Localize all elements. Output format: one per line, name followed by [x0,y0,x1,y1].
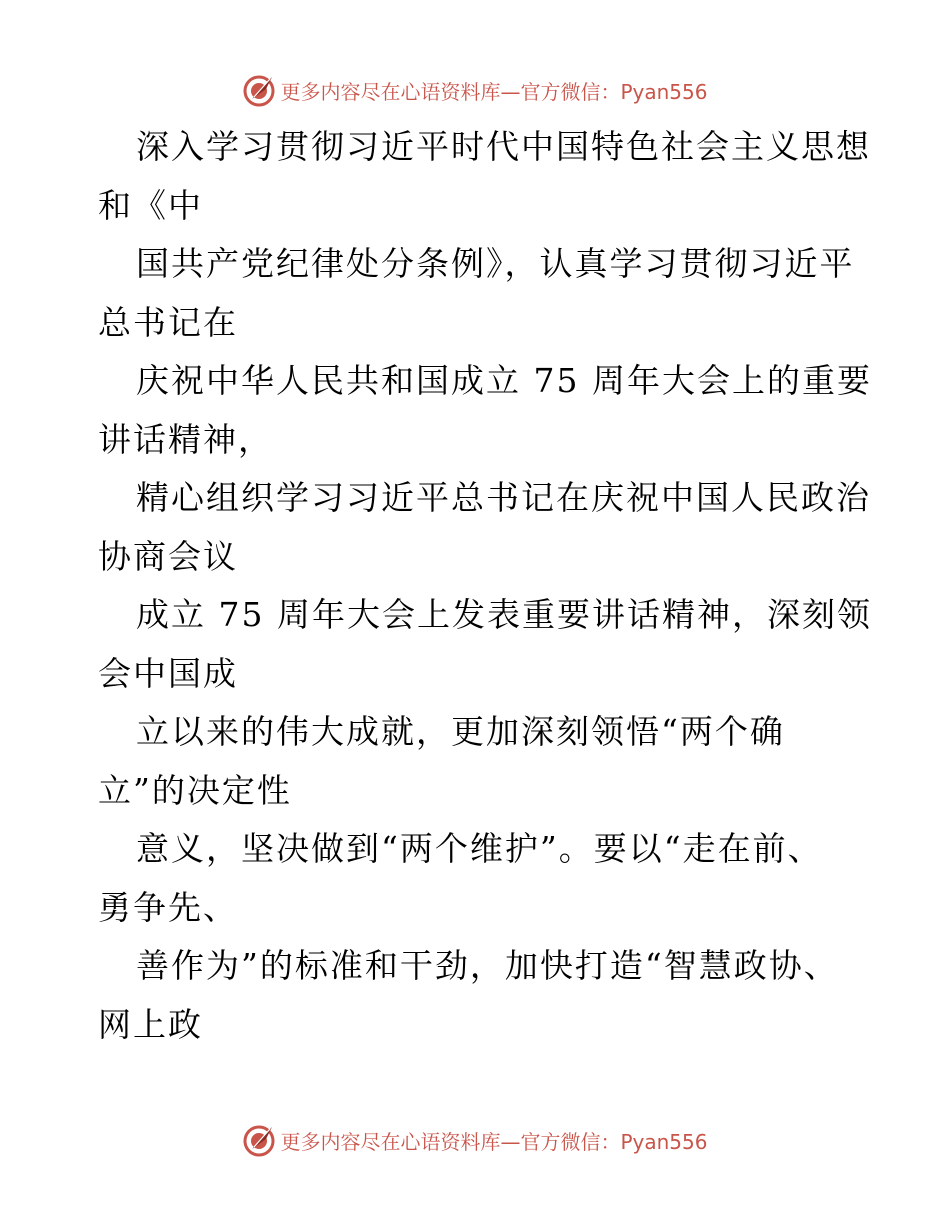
body-line: 庆祝中华人民共和国成立 75 周年大会上的重要 [136,361,872,400]
quill-logo-icon [242,73,276,107]
body-line: 深入学习贯彻习近平时代中国特色社会主义思想 [136,127,871,166]
header-banner [0,70,950,110]
body-line: 立以来的伟大成就，更加深刻领悟“两个确 [136,712,785,751]
quill-logo-icon [242,1123,276,1157]
footer-banner-text: 更多内容尽在心语资料库—官方微信：Pyan556 [280,1129,708,1154]
body-line: 成立 75 周年大会上发表重要讲话精神，深刻领 [136,595,872,634]
body-line: 讲话精神， [98,419,273,459]
footer-banner [0,1120,950,1160]
body-line: 善作为”的标准和干劲，加快打造“智慧政协、 [136,946,839,985]
body-line: 意义，坚决做到“两个维护”。要以“走在前、 [136,829,823,868]
body-line: 会中国成 [98,653,238,693]
document-body [98,118,872,1054]
header-banner-text: 更多内容尽在心语资料库—官方微信：Pyan556 [280,79,708,104]
body-line: 立”的决定性 [98,770,292,810]
body-line: 精心组织学习习近平总书记在庆祝中国人民政治 [136,478,871,517]
body-line: 勇争先、 [98,887,238,927]
body-line: 国共产党纪律处分条例》，认真学习贯彻习近平 [136,244,855,283]
body-line: 协商会议 [98,536,238,576]
body-line: 总书记在 [98,302,238,342]
body-line: 和《中 [98,185,203,225]
body-line: 网上政 [98,1004,203,1044]
